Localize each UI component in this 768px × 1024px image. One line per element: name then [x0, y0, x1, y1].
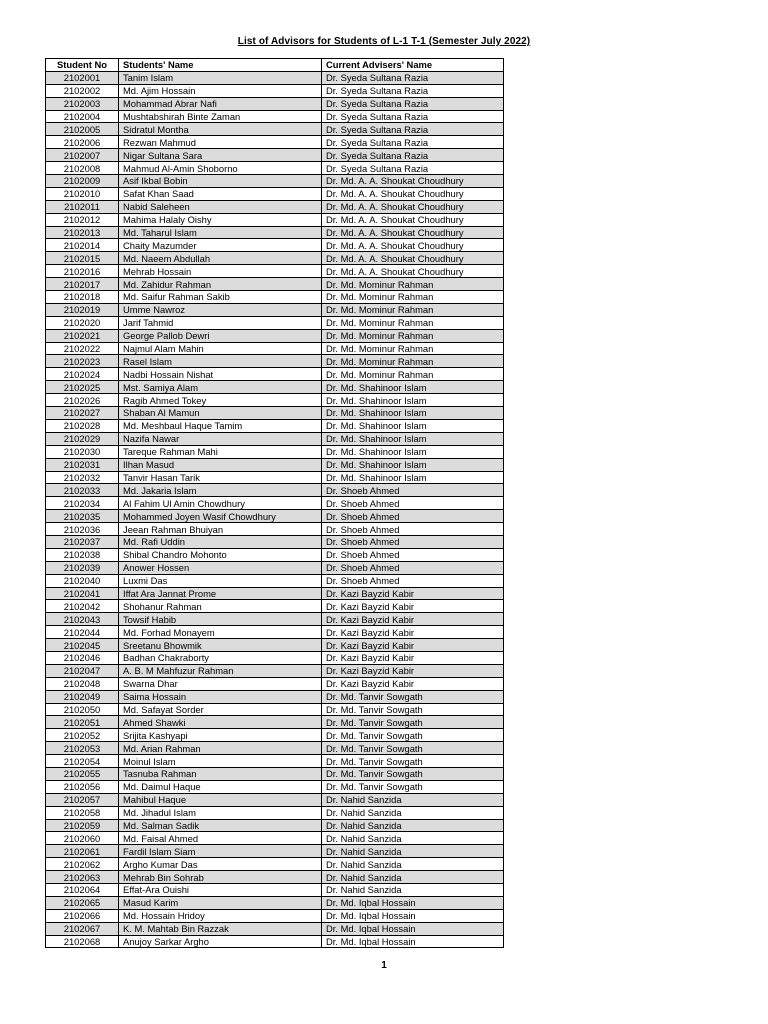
- adviser-name-cell: Dr. Md. Iqbal Hossain: [322, 896, 504, 909]
- adviser-name-cell: Dr. Md. Shahinoor Islam: [322, 381, 504, 394]
- adviser-name-cell: Dr. Kazi Bayzid Kabir: [322, 626, 504, 639]
- adviser-name-cell: Dr. Shoeb Ahmed: [322, 523, 504, 536]
- table-row: [46, 767, 504, 780]
- table-row: [46, 110, 504, 123]
- table-row: [46, 162, 504, 175]
- student-name-cell: Sreetanu Bhowmik: [119, 639, 322, 652]
- adviser-name-cell: Dr. Kazi Bayzid Kabir: [322, 587, 504, 600]
- adviser-name-cell: Dr. Md. A. A. Shoukat Choudhury: [322, 187, 504, 200]
- student-name-cell: Md. Jihadul Islam: [119, 806, 322, 819]
- table-header-row: [46, 59, 504, 72]
- student-name-cell: Md. Arian Rahman: [119, 742, 322, 755]
- student-no-cell: 2102066: [46, 909, 119, 922]
- adviser-name-cell: Dr. Md. A. A. Shoukat Choudhury: [322, 265, 504, 278]
- student-no-cell: 2102038: [46, 548, 119, 561]
- table-row: [46, 419, 504, 432]
- table-row: [46, 600, 504, 613]
- student-no-cell: 2102035: [46, 510, 119, 523]
- table-row: [46, 845, 504, 858]
- table-row: [46, 458, 504, 471]
- student-no-cell: 2102039: [46, 561, 119, 574]
- student-no-cell: 2102025: [46, 381, 119, 394]
- adviser-name-cell: Dr. Md. Tanvir Sowgath: [322, 716, 504, 729]
- student-no-cell: 2102042: [46, 600, 119, 613]
- student-name-cell: Saima Hossain: [119, 690, 322, 703]
- column-header-adviser-name: Current Advisers' Name: [322, 59, 504, 72]
- student-name-cell: Md. Saifur Rahman Sakib: [119, 291, 322, 304]
- student-no-cell: 2102053: [46, 742, 119, 755]
- table-row: [46, 639, 504, 652]
- adviser-name-cell: Dr. Nahid Sanzida: [322, 806, 504, 819]
- student-name-cell: Tanim Islam: [119, 71, 322, 84]
- table-row: [46, 136, 504, 149]
- student-name-cell: George Pallob Dewri: [119, 329, 322, 342]
- student-no-cell: 2102034: [46, 497, 119, 510]
- student-name-cell: Md. Naeem Abdullah: [119, 252, 322, 265]
- student-name-cell: Md. Taharul Islam: [119, 226, 322, 239]
- student-no-cell: 2102051: [46, 716, 119, 729]
- student-no-cell: 2102043: [46, 613, 119, 626]
- student-name-cell: Chaity Mazumder: [119, 239, 322, 252]
- student-no-cell: 2102007: [46, 149, 119, 162]
- student-no-cell: 2102002: [46, 84, 119, 97]
- student-no-cell: 2102033: [46, 484, 119, 497]
- adviser-name-cell: Dr. Nahid Sanzida: [322, 845, 504, 858]
- student-name-cell: Safat Khan Saad: [119, 187, 322, 200]
- student-name-cell: Shaban Al Mamun: [119, 407, 322, 420]
- student-name-cell: Nabid Saleheen: [119, 200, 322, 213]
- adviser-name-cell: Dr. Shoeb Ahmed: [322, 561, 504, 574]
- adviser-name-cell: Dr. Nahid Sanzida: [322, 884, 504, 897]
- adviser-name-cell: Dr. Syeda Sultana Razia: [322, 149, 504, 162]
- column-header-student-no: Student No: [46, 59, 119, 72]
- adviser-name-cell: Dr. Md. Tanvir Sowgath: [322, 703, 504, 716]
- table-row: [46, 742, 504, 755]
- student-name-cell: Asif Ikbal Bobin: [119, 175, 322, 188]
- adviser-name-cell: Dr. Nahid Sanzida: [322, 819, 504, 832]
- table-row: [46, 394, 504, 407]
- table-row: [46, 884, 504, 897]
- table-row: [46, 651, 504, 664]
- adviser-name-cell: Dr. Md. A. A. Shoukat Choudhury: [322, 239, 504, 252]
- student-name-cell: Anower Hossen: [119, 561, 322, 574]
- adviser-name-cell: Dr. Shoeb Ahmed: [322, 510, 504, 523]
- adviser-name-cell: Dr. Md. Mominur Rahman: [322, 368, 504, 381]
- student-name-cell: Ilhan Masud: [119, 458, 322, 471]
- student-name-cell: Tanvir Hasan Tarik: [119, 471, 322, 484]
- student-name-cell: Md. Salman Sadik: [119, 819, 322, 832]
- student-name-cell: Md. Ajim Hossain: [119, 84, 322, 97]
- student-name-cell: A. B. M Mahfuzur Rahman: [119, 664, 322, 677]
- adviser-name-cell: Dr. Md. Tanvir Sowgath: [322, 742, 504, 755]
- table-body: [46, 71, 504, 948]
- student-no-cell: 2102052: [46, 729, 119, 742]
- student-no-cell: 2102009: [46, 175, 119, 188]
- table-row: [46, 896, 504, 909]
- page-number: 1: [381, 960, 387, 971]
- student-no-cell: 2102061: [46, 845, 119, 858]
- table-row: [46, 200, 504, 213]
- table-row: [46, 613, 504, 626]
- student-name-cell: Md. Meshbaul Haque Tamim: [119, 419, 322, 432]
- adviser-name-cell: Dr. Md. Tanvir Sowgath: [322, 755, 504, 768]
- adviser-name-cell: Dr. Md. Mominur Rahman: [322, 291, 504, 304]
- adviser-name-cell: Dr. Md. Shahinoor Islam: [322, 445, 504, 458]
- student-no-cell: 2102050: [46, 703, 119, 716]
- student-name-cell: Mahmud Al-Amin Shoborno: [119, 162, 322, 175]
- student-name-cell: Towsif Habib: [119, 613, 322, 626]
- adviser-name-cell: Dr. Md. Shahinoor Islam: [322, 394, 504, 407]
- adviser-name-cell: Dr. Md. Iqbal Hossain: [322, 922, 504, 935]
- adviser-name-cell: Dr. Shoeb Ahmed: [322, 535, 504, 548]
- student-no-cell: 2102030: [46, 445, 119, 458]
- student-no-cell: 2102026: [46, 394, 119, 407]
- adviser-name-cell: Dr. Md. Tanvir Sowgath: [322, 690, 504, 703]
- student-no-cell: 2102056: [46, 780, 119, 793]
- table-row: [46, 445, 504, 458]
- adviser-name-cell: Dr. Md. Mominur Rahman: [322, 342, 504, 355]
- student-no-cell: 2102016: [46, 265, 119, 278]
- student-no-cell: 2102044: [46, 626, 119, 639]
- table-row: [46, 523, 504, 536]
- table-row: [46, 909, 504, 922]
- student-name-cell: Moinul Islam: [119, 755, 322, 768]
- student-name-cell: Argho Kumar Das: [119, 858, 322, 871]
- table-row: [46, 252, 504, 265]
- student-name-cell: Ahmed Shawki: [119, 716, 322, 729]
- student-no-cell: 2102005: [46, 123, 119, 136]
- table-row: [46, 342, 504, 355]
- student-name-cell: Luxmi Das: [119, 574, 322, 587]
- column-header-student-name: Students' Name: [119, 59, 322, 72]
- student-name-cell: Tasnuba Rahman: [119, 767, 322, 780]
- adviser-name-cell: Dr. Md. Mominur Rahman: [322, 355, 504, 368]
- table-row: [46, 97, 504, 110]
- student-name-cell: Sidratul Montha: [119, 123, 322, 136]
- student-no-cell: 2102059: [46, 819, 119, 832]
- adviser-name-cell: Dr. Shoeb Ahmed: [322, 574, 504, 587]
- table-row: [46, 716, 504, 729]
- table-row: [46, 226, 504, 239]
- table-row: [46, 664, 504, 677]
- adviser-name-cell: Dr. Md. A. A. Shoukat Choudhury: [322, 213, 504, 226]
- table-row: [46, 265, 504, 278]
- student-name-cell: Umme Nawroz: [119, 303, 322, 316]
- table-row: [46, 677, 504, 690]
- student-name-cell: Jarif Tahmid: [119, 316, 322, 329]
- student-name-cell: Fardil Islam Siam: [119, 845, 322, 858]
- table-row: [46, 355, 504, 368]
- student-no-cell: 2102060: [46, 832, 119, 845]
- adviser-name-cell: Dr. Kazi Bayzid Kabir: [322, 677, 504, 690]
- adviser-name-cell: Dr. Shoeb Ahmed: [322, 497, 504, 510]
- adviser-name-cell: Dr. Md. A. A. Shoukat Choudhury: [322, 175, 504, 188]
- table-row: [46, 381, 504, 394]
- student-name-cell: Md. Hossain Hridoy: [119, 909, 322, 922]
- student-no-cell: 2102003: [46, 97, 119, 110]
- table-row: [46, 626, 504, 639]
- student-no-cell: 2102062: [46, 858, 119, 871]
- student-name-cell: Nadbi Hossain Nishat: [119, 368, 322, 381]
- student-no-cell: 2102029: [46, 432, 119, 445]
- student-no-cell: 2102006: [46, 136, 119, 149]
- student-no-cell: 2102023: [46, 355, 119, 368]
- student-name-cell: Mehrab Hossain: [119, 265, 322, 278]
- student-name-cell: Md. Faisal Ahmed: [119, 832, 322, 845]
- table-row: [46, 149, 504, 162]
- student-name-cell: Srijita Kashyapi: [119, 729, 322, 742]
- student-no-cell: 2102027: [46, 407, 119, 420]
- adviser-name-cell: Dr. Kazi Bayzid Kabir: [322, 651, 504, 664]
- student-no-cell: 2102014: [46, 239, 119, 252]
- adviser-name-cell: Dr. Kazi Bayzid Kabir: [322, 664, 504, 677]
- adviser-name-cell: Dr. Nahid Sanzida: [322, 871, 504, 884]
- table-row: [46, 793, 504, 806]
- student-no-cell: 2102020: [46, 316, 119, 329]
- table-row: [46, 432, 504, 445]
- student-name-cell: Md. Safayat Sorder: [119, 703, 322, 716]
- table-row: [46, 213, 504, 226]
- table-row: [46, 84, 504, 97]
- student-no-cell: 2102054: [46, 755, 119, 768]
- student-name-cell: Swarna Dhar: [119, 677, 322, 690]
- student-name-cell: Md. Rafi Uddin: [119, 535, 322, 548]
- student-no-cell: 2102013: [46, 226, 119, 239]
- student-no-cell: 2102021: [46, 329, 119, 342]
- student-name-cell: Shibal Chandro Mohonto: [119, 548, 322, 561]
- adviser-name-cell: Dr. Md. Tanvir Sowgath: [322, 780, 504, 793]
- student-name-cell: K. M. Mahtab Bin Razzak: [119, 922, 322, 935]
- adviser-name-cell: Dr. Md. Tanvir Sowgath: [322, 729, 504, 742]
- student-no-cell: 2102019: [46, 303, 119, 316]
- student-name-cell: Tareque Rahman Mahi: [119, 445, 322, 458]
- student-no-cell: 2102046: [46, 651, 119, 664]
- student-no-cell: 2102011: [46, 200, 119, 213]
- table-row: [46, 871, 504, 884]
- table-row: [46, 690, 504, 703]
- table-row: [46, 407, 504, 420]
- adviser-name-cell: Dr. Md. A. A. Shoukat Choudhury: [322, 200, 504, 213]
- student-no-cell: 2102041: [46, 587, 119, 600]
- table-row: [46, 755, 504, 768]
- student-name-cell: Nigar Sultana Sara: [119, 149, 322, 162]
- adviser-name-cell: Dr. Syeda Sultana Razia: [322, 71, 504, 84]
- student-name-cell: Mahibul Haque: [119, 793, 322, 806]
- student-no-cell: 2102012: [46, 213, 119, 226]
- student-name-cell: Mehrab Bin Sohrab: [119, 871, 322, 884]
- table-row: [46, 291, 504, 304]
- student-no-cell: 2102037: [46, 535, 119, 548]
- adviser-name-cell: Dr. Syeda Sultana Razia: [322, 110, 504, 123]
- student-no-cell: 2102057: [46, 793, 119, 806]
- student-no-cell: 2102015: [46, 252, 119, 265]
- advisors-table: [45, 58, 504, 948]
- student-no-cell: 2102028: [46, 419, 119, 432]
- student-name-cell: Anujoy Sarkar Argho: [119, 935, 322, 948]
- adviser-name-cell: Dr. Nahid Sanzida: [322, 832, 504, 845]
- table-row: [46, 123, 504, 136]
- table-row: [46, 71, 504, 84]
- student-name-cell: Nazifa Nawar: [119, 432, 322, 445]
- student-name-cell: Mohammed Joyen Wasif Chowdhury: [119, 510, 322, 523]
- table-row: [46, 239, 504, 252]
- adviser-name-cell: Dr. Kazi Bayzid Kabir: [322, 639, 504, 652]
- adviser-name-cell: Dr. Syeda Sultana Razia: [322, 97, 504, 110]
- student-no-cell: 2102022: [46, 342, 119, 355]
- student-name-cell: Jeean Rahman Bhuiyan: [119, 523, 322, 536]
- adviser-name-cell: Dr. Syeda Sultana Razia: [322, 123, 504, 136]
- student-no-cell: 2102004: [46, 110, 119, 123]
- student-name-cell: Rezwan Mahmud: [119, 136, 322, 149]
- student-name-cell: Md. Daimul Haque: [119, 780, 322, 793]
- student-no-cell: 2102048: [46, 677, 119, 690]
- student-name-cell: Shohanur Rahman: [119, 600, 322, 613]
- adviser-name-cell: Dr. Md. Shahinoor Islam: [322, 419, 504, 432]
- table-row: [46, 175, 504, 188]
- student-name-cell: Md. Zahidur Rahman: [119, 278, 322, 291]
- student-no-cell: 2102018: [46, 291, 119, 304]
- table-row: [46, 329, 504, 342]
- table-row: [46, 510, 504, 523]
- student-no-cell: 2102001: [46, 71, 119, 84]
- table-row: [46, 561, 504, 574]
- adviser-name-cell: Dr. Md. Shahinoor Islam: [322, 458, 504, 471]
- student-no-cell: 2102017: [46, 278, 119, 291]
- student-no-cell: 2102024: [46, 368, 119, 381]
- adviser-name-cell: Dr. Nahid Sanzida: [322, 858, 504, 871]
- adviser-name-cell: Dr. Md. Tanvir Sowgath: [322, 767, 504, 780]
- student-name-cell: Masud Karim: [119, 896, 322, 909]
- student-name-cell: Mahima Halaly Oishy: [119, 213, 322, 226]
- table-row: [46, 187, 504, 200]
- student-name-cell: Mohammad Abrar Nafi: [119, 97, 322, 110]
- table-row: [46, 497, 504, 510]
- table-row: [46, 368, 504, 381]
- table-row: [46, 535, 504, 548]
- table-row: [46, 303, 504, 316]
- adviser-name-cell: Dr. Md. Mominur Rahman: [322, 278, 504, 291]
- adviser-name-cell: Dr. Md. Iqbal Hossain: [322, 909, 504, 922]
- table-row: [46, 484, 504, 497]
- adviser-name-cell: Dr. Md. Mominur Rahman: [322, 303, 504, 316]
- student-no-cell: 2102047: [46, 664, 119, 677]
- student-no-cell: 2102067: [46, 922, 119, 935]
- adviser-name-cell: Dr. Md. Mominur Rahman: [322, 329, 504, 342]
- adviser-name-cell: Dr. Md. Shahinoor Islam: [322, 407, 504, 420]
- adviser-name-cell: Dr. Shoeb Ahmed: [322, 484, 504, 497]
- student-name-cell: Ragib Ahmed Tokey: [119, 394, 322, 407]
- student-no-cell: 2102008: [46, 162, 119, 175]
- adviser-name-cell: Dr. Kazi Bayzid Kabir: [322, 600, 504, 613]
- student-no-cell: 2102064: [46, 884, 119, 897]
- student-name-cell: Mst. Samiya Alam: [119, 381, 322, 394]
- adviser-name-cell: Dr. Syeda Sultana Razia: [322, 136, 504, 149]
- table-row: [46, 858, 504, 871]
- student-no-cell: 2102036: [46, 523, 119, 536]
- student-no-cell: 2102065: [46, 896, 119, 909]
- student-name-cell: Badhan Chakraborty: [119, 651, 322, 664]
- adviser-name-cell: Dr. Md. A. A. Shoukat Choudhury: [322, 226, 504, 239]
- student-name-cell: Al Fahim Ul Amin Chowdhury: [119, 497, 322, 510]
- table-row: [46, 574, 504, 587]
- table-row: [46, 922, 504, 935]
- adviser-name-cell: Dr. Syeda Sultana Razia: [322, 162, 504, 175]
- student-name-cell: Rasel Islam: [119, 355, 322, 368]
- student-name-cell: Md. Forhad Monayem: [119, 626, 322, 639]
- adviser-name-cell: Dr. Md. Mominur Rahman: [322, 316, 504, 329]
- student-no-cell: 2102068: [46, 935, 119, 948]
- table-row: [46, 587, 504, 600]
- student-no-cell: 2102055: [46, 767, 119, 780]
- student-name-cell: Effat-Ara Ouishi: [119, 884, 322, 897]
- table-row: [46, 819, 504, 832]
- student-no-cell: 2102032: [46, 471, 119, 484]
- table-row: [46, 703, 504, 716]
- student-no-cell: 2102063: [46, 871, 119, 884]
- table-row: [46, 278, 504, 291]
- student-no-cell: 2102010: [46, 187, 119, 200]
- student-name-cell: Md. Jakaria Islam: [119, 484, 322, 497]
- table-row: [46, 471, 504, 484]
- table-row: [46, 935, 504, 948]
- student-no-cell: 2102045: [46, 639, 119, 652]
- table-row: [46, 548, 504, 561]
- table-row: [46, 780, 504, 793]
- adviser-name-cell: Dr. Nahid Sanzida: [322, 793, 504, 806]
- adviser-name-cell: Dr. Shoeb Ahmed: [322, 548, 504, 561]
- adviser-name-cell: Dr. Md. Shahinoor Islam: [322, 471, 504, 484]
- adviser-name-cell: Dr. Kazi Bayzid Kabir: [322, 613, 504, 626]
- table-row: [46, 832, 504, 845]
- adviser-name-cell: Dr. Md. Iqbal Hossain: [322, 935, 504, 948]
- student-name-cell: Najmul Alam Mahin: [119, 342, 322, 355]
- student-no-cell: 2102049: [46, 690, 119, 703]
- student-no-cell: 2102058: [46, 806, 119, 819]
- student-no-cell: 2102040: [46, 574, 119, 587]
- student-no-cell: 2102031: [46, 458, 119, 471]
- table-row: [46, 729, 504, 742]
- student-name-cell: Iffat Ara Jannat Prome: [119, 587, 322, 600]
- table-row: [46, 316, 504, 329]
- table-row: [46, 806, 504, 819]
- adviser-name-cell: Dr. Syeda Sultana Razia: [322, 84, 504, 97]
- page-title: List of Advisors for Students of L-1 T-1 (Semester July 2022): [237, 36, 531, 47]
- student-name-cell: Mushtabshirah Binte Zaman: [119, 110, 322, 123]
- adviser-name-cell: Dr. Md. A. A. Shoukat Choudhury: [322, 252, 504, 265]
- adviser-name-cell: Dr. Md. Shahinoor Islam: [322, 432, 504, 445]
